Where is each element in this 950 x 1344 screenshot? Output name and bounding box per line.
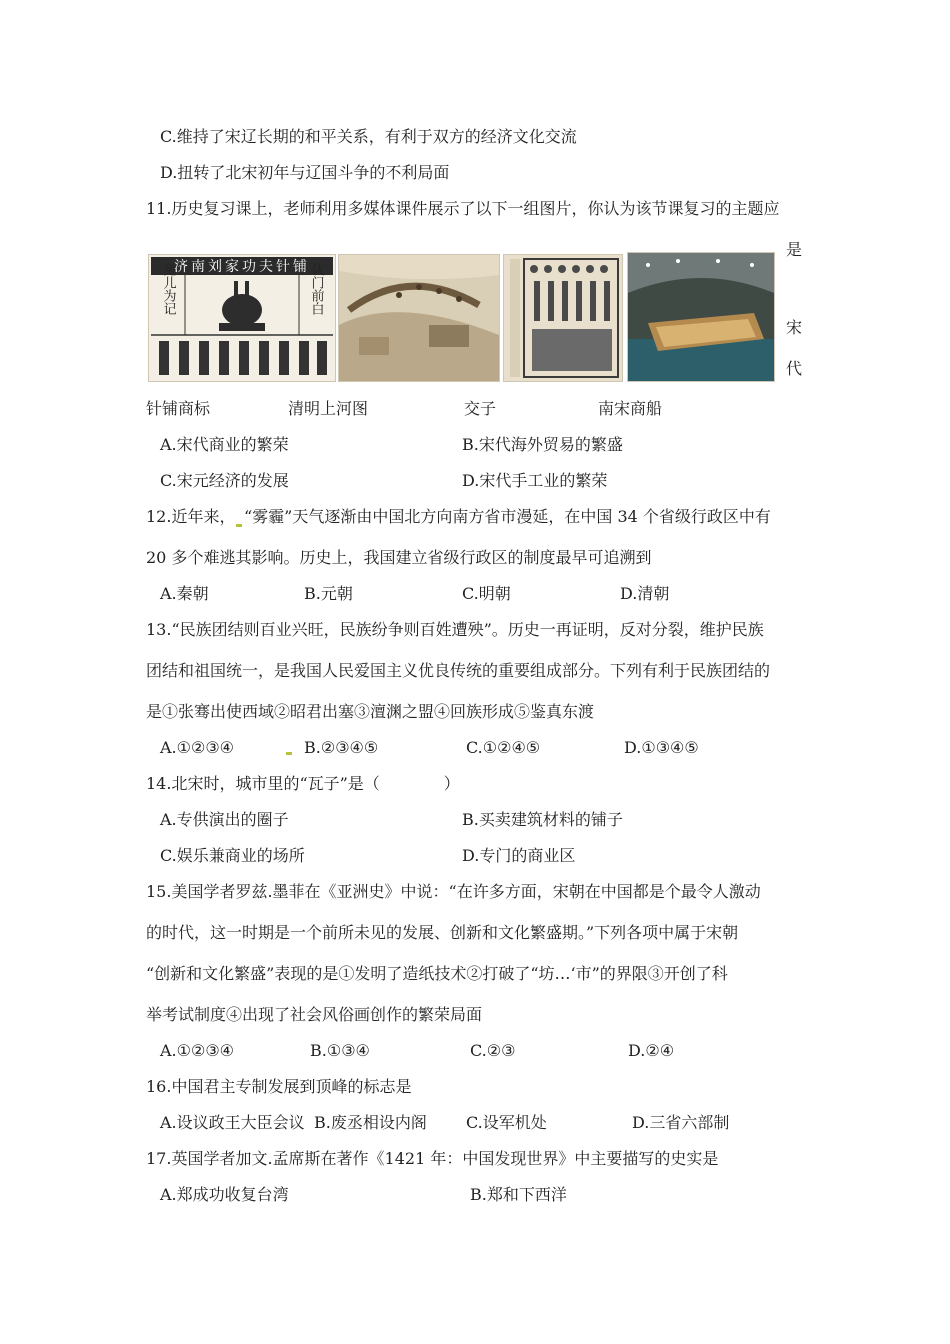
q13-stem-line3: 是①张骞出使西域②昭君出塞③澶渊之盟④回族形成⑤鉴真东渡 [146,702,595,721]
q12-stem-start: 12.近年来， [146,507,236,526]
marker [286,752,292,755]
trademark-header: 济南刘家功夫针铺 [174,259,310,275]
song-merchant-ship-image [627,252,775,382]
q16-stem: 16.中国君主专制发展到顶峰的标志是 [146,1077,412,1096]
q17-stem: 17.英国学者加文.孟席斯在著作《1421 年：中国发现世界》中主要描写的史实是 [146,1149,719,1168]
q12-option-b: B.元朝 [304,584,353,603]
trademark-drawing [149,255,335,381]
q15-option-a: A.①②③④ [160,1041,235,1060]
q15-option-d: D.②④ [628,1041,675,1060]
q15-option-c: C.②③ [470,1041,516,1060]
q14-option-c: C.娱乐兼商业的场所 [160,846,305,865]
marker [236,524,242,527]
q13-stem-line1: 13.“民族团结则百业兴旺，民族纷争则百姓遭殃”。历史一再证明，反对分裂，维护民族 [146,620,764,639]
caption-qingming: 清明上河图 [288,399,369,418]
q13-stem-line2: 团结和祖国统一，是我国人民爱国主义优良传统的重要组成部分。下列有利于民族团结的 [146,661,771,680]
q14-option-d: D.专门的商业区 [462,846,576,865]
jiaozi-banknote-image [503,254,623,382]
q17-option-b: B.郑和下西洋 [470,1185,567,1204]
q16-option-b: B.废丞相设内阁 [314,1113,427,1132]
q11-option-d: D.宋代手工业的繁荣 [462,471,608,490]
q15-option-b: B.①③④ [310,1041,370,1060]
q15-stem-line1: 15.美国学者罗兹.墨菲在《亚洲史》中说：“在许多方面，宋朝在中国都是个最令人激动 [146,882,761,901]
q12-option-c: C.明朝 [462,584,511,603]
trademark-right: 认门前白 [308,263,324,315]
q11-option-b: B.宋代海外贸易的繁盛 [462,435,623,454]
q14-stem: 14.北宋时，城市里的“瓦子”是（ ） [146,774,460,793]
q13-option-b: B.②③④⑤ [304,738,379,757]
q12-stem-line1: “雾霾”天气逐渐由中国北方向南方省市漫延，在中国 34 个省级行政区中有 [244,507,771,526]
q14-option-a: A.专供演出的圈子 [160,810,289,829]
q17-option-a: A.郑成功收复台湾 [160,1185,289,1204]
caption-merchant-ship: 南宋商船 [598,399,663,418]
q11-stem: 11.历史复习课上，老师利用多媒体课件展示了以下一组图片，你认为该节课复习的主题应 [146,199,780,218]
q12-option-d: D.清朝 [620,584,670,603]
q11-option-c: C.宋元经济的发展 [160,471,289,490]
q13-option-c: C.①②④⑤ [466,738,541,757]
caption-jiaozi: 交子 [464,399,497,418]
q13-option-d: D.①③④⑤ [624,738,699,757]
jiaozi-drawing [504,255,622,381]
q11-option-a: A.宋代商业的繁荣 [160,435,289,454]
q10-option-c: C.维持了宋辽长期的和平关系，有利于双方的经济文化交流 [160,127,577,146]
q15-stem-line2: 的时代，这一时期是一个前所未见的发展、创新和文化繁盛期。”下列各项中属于宋朝 [146,923,739,942]
q12-stem-line2: 20 多个难逃其影响。历史上，我国建立省级行政区的制度最早可追溯到 [146,548,652,567]
q16-option-c: C.设军机处 [466,1113,547,1132]
qingming-scroll-image [338,254,500,382]
q14-option-b: B.买卖建筑材料的铺子 [462,810,623,829]
caption-needle-shop: 针铺商标 [146,399,211,418]
q11-stem-end: 是 [786,240,803,259]
q15-stem-line4: 举考试制度④出现了社会风俗画创作的繁荣局面 [146,1005,483,1024]
q15-stem-line3: “创新和文化繁盛”表现的是①发明了造纸技术②打破了“坊…‘市”的界限③开创了科 [146,964,728,983]
q16-option-d: D.三省六部制 [632,1113,730,1132]
q11-answer-char-2: 代 [786,359,803,378]
ship-drawing [628,253,774,381]
needle-shop-trademark-image [148,254,336,382]
trademark-left: 兔儿为记 [160,263,176,315]
q13-option-a: A.①②③④ [160,738,235,757]
q12-option-a: A.秦朝 [160,584,209,603]
q11-answer-char-1: 宋 [786,318,803,337]
q10-option-d: D.扭转了北宋初年与辽国斗争的不利局面 [160,163,450,182]
q16-option-a: A.设议政王大臣会议 [160,1113,305,1132]
qingming-drawing [339,255,499,381]
